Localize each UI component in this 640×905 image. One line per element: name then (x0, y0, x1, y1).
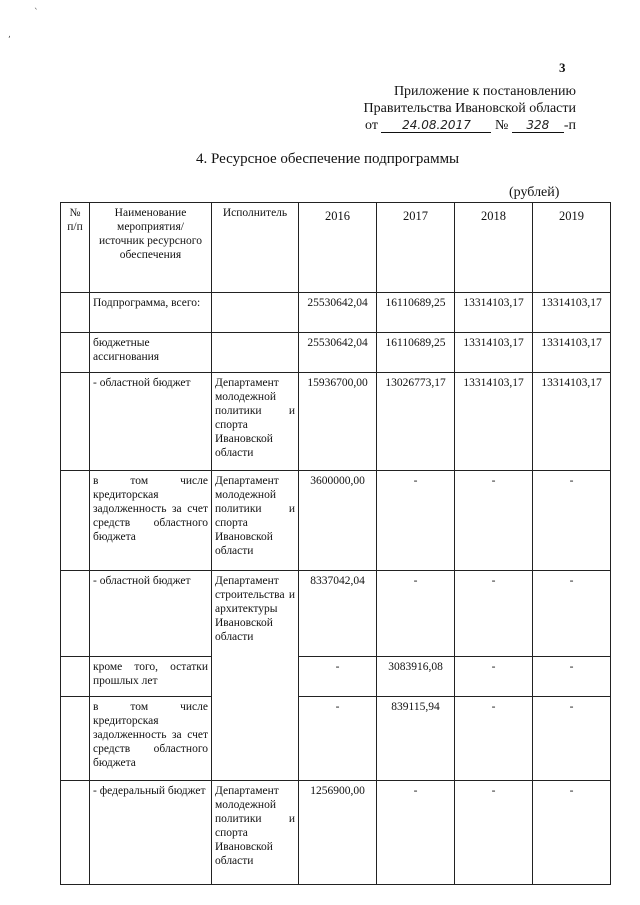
row-executor: Департамент молодежной политики и спорта Ивановской области (212, 471, 299, 571)
appendix-line-1: Приложение к постановлению (393, 84, 576, 99)
scan-speck: , (8, 30, 11, 40)
units-label: (рублей) (509, 185, 560, 200)
table-row (61, 571, 611, 657)
row-executor (212, 333, 299, 373)
value-2017: 16110689,25 (377, 293, 455, 333)
appendix-line-2: Правительства Ивановской области (363, 101, 576, 116)
value-2016: - (299, 697, 377, 781)
row-name: - областной бюджет (90, 571, 212, 657)
header-2017: 2017 (377, 203, 455, 293)
value-2019: - (533, 657, 611, 697)
value-2019: - (533, 697, 611, 781)
value-2018: - (455, 657, 533, 697)
value-2016: 15936700,00 (299, 373, 377, 471)
row-name: бюджетные ассигнования (90, 333, 212, 373)
table-row (61, 333, 611, 373)
value-2017: 839115,94 (377, 697, 455, 781)
row-num-cell (61, 657, 90, 697)
value-2016: 3600000,00 (299, 471, 377, 571)
value-2017: - (377, 471, 455, 571)
row-num-cell (61, 571, 90, 657)
value-2016: 25530642,04 (299, 333, 377, 373)
header-name: Наименование мероприятия/ источник ресурсного обеспечения (90, 203, 212, 293)
row-name: - областной бюджет (90, 373, 212, 471)
header-2019: 2019 (533, 203, 611, 293)
scan-speck: ` (34, 8, 39, 18)
table-row (61, 373, 611, 471)
table-header-row (61, 203, 611, 293)
header-2016: 2016 (299, 203, 377, 293)
number-prefix: № (494, 118, 509, 133)
handwritten-number: 328 (512, 118, 564, 133)
table-row (61, 697, 611, 781)
row-name: в том числе кредиторская задолженность за счет средств областного бюджета (90, 697, 212, 781)
value-2016: 8337042,04 (299, 571, 377, 657)
table-row (61, 781, 611, 885)
number-suffix: -п (563, 118, 576, 133)
value-2019: - (533, 781, 611, 885)
header-2018: 2018 (455, 203, 533, 293)
value-2016: 25530642,04 (299, 293, 377, 333)
value-2016: 1256900,00 (299, 781, 377, 885)
value-2019: - (533, 571, 611, 657)
row-num-cell (61, 373, 90, 471)
value-2018: 13314103,17 (455, 373, 533, 471)
value-2016: - (299, 657, 377, 697)
row-executor: Департамент молодежной политики и спорта Ивановской области (212, 781, 299, 885)
row-name: в том числе кредиторская задолженность за счет средств областного бюджета (90, 471, 212, 571)
table-row (61, 293, 611, 333)
value-2019: 13314103,17 (533, 333, 611, 373)
table-row (61, 657, 611, 697)
value-2018: - (455, 781, 533, 885)
value-2017: 16110689,25 (377, 333, 455, 373)
date-prefix: от (365, 118, 378, 133)
row-name: кроме того, остатки прошлых лет (90, 657, 212, 697)
value-2017: - (377, 781, 455, 885)
value-2019: 13314103,17 (533, 373, 611, 471)
value-2017: 3083916,08 (377, 657, 455, 697)
value-2018: 13314103,17 (455, 293, 533, 333)
row-num-cell (61, 293, 90, 333)
handwritten-date: 24.08.2017 (381, 118, 491, 133)
value-2019: 13314103,17 (533, 293, 611, 333)
row-name: Подпрограмма, всего: (90, 293, 212, 333)
section-title: 4. Ресурсное обеспечение подпрограммы (196, 151, 460, 167)
header-executor: Исполнитель (212, 203, 299, 293)
row-executor (212, 293, 299, 333)
value-2018: - (455, 571, 533, 657)
value-2018: - (455, 697, 533, 781)
row-num-cell (61, 781, 90, 885)
value-2017: - (377, 571, 455, 657)
row-executor: Департамент молодежной политики и спорта Ивановской области (212, 373, 299, 471)
row-executor: Департамент строительства и архитектуры Ивановской области (212, 571, 299, 781)
row-num-cell (61, 333, 90, 373)
table-row (61, 471, 611, 571)
resource-table (60, 202, 611, 885)
appendix-date-number-line (365, 118, 576, 134)
value-2019: - (533, 471, 611, 571)
row-num-cell (61, 697, 90, 781)
value-2018: - (455, 471, 533, 571)
row-name: - федеральный бюджет (90, 781, 212, 885)
header-num: № п/п (61, 203, 90, 293)
value-2018: 13314103,17 (455, 333, 533, 373)
page-number: 3 (559, 60, 566, 75)
value-2017: 13026773,17 (377, 373, 455, 471)
row-num-cell (61, 471, 90, 571)
